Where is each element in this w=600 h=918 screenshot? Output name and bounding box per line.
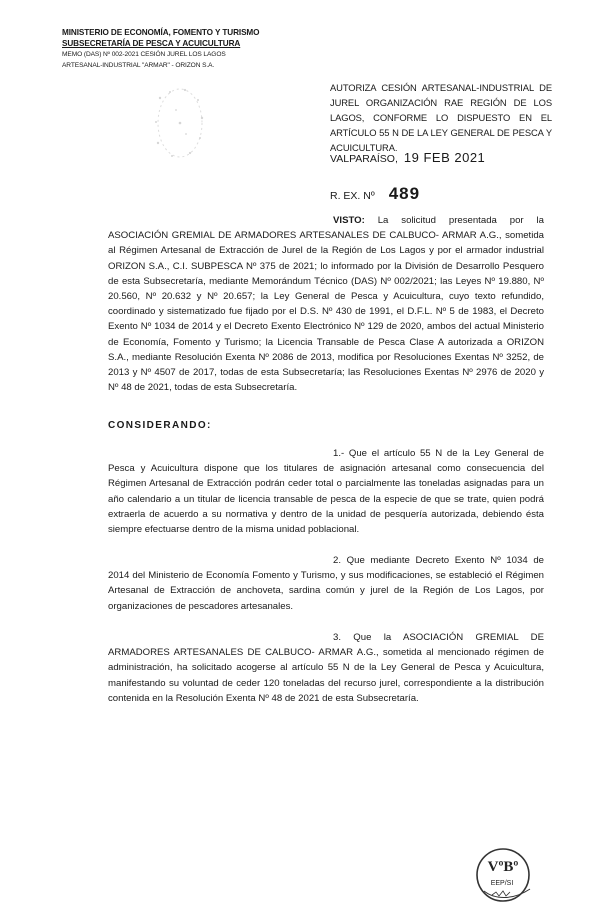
considerando-heading: CONSIDERANDO: xyxy=(108,420,212,431)
vobo-initials: EEP/SI xyxy=(490,880,514,887)
visto-lead: VISTO: xyxy=(333,215,365,226)
resolution-number-line xyxy=(330,184,420,204)
considerando-item-1: 1.- Que el artículo 55 N de la Ley General de Pesca y Acuicultura dispone que los titulares de asignación artesanal como consecuencia del Régimen Artesanal de Extracción podrán ceder total o parcialmente las toneladas asignadas para un año calendario a un titular de licencia transable de pesca de la especie de que se trate, quien podrá extraerla de acuerdo a su normativa y dentro de la unidad de pesquería autorizada, debiendo ésta siempre efectuarse dentro de la misma unidad poblacional. xyxy=(108,448,544,536)
faded-seal-stamp xyxy=(140,78,220,168)
resolution-subject: AUTORIZA CESIÓN ARTESANAL-INDUSTRIAL DE JUREL ORGANIZACIÓN RAE REGIÓN DE LOS LAGOS, CONFORME LO DISPUESTO EN EL ARTÍCULO 55 N DE LA LEY GENERAL DE PESCA Y ACUICULTURA. xyxy=(330,82,552,153)
ministry-name: MINISTERIO DE ECONOMÍA, FOMENTO Y TURISMO xyxy=(62,28,260,37)
place-name: VALPARAÍSO, xyxy=(330,153,398,165)
resolution-label: R. EX. Nº xyxy=(330,190,375,202)
letterhead xyxy=(62,27,259,71)
place-date-line xyxy=(330,150,485,165)
resolution-number: 489 xyxy=(388,184,421,203)
considerando-item-3: 3. Que la ASOCIACIÓN GREMIAL DE ARMADORES ARTESANALES DE CALBUCO- ARMAR A.G., sometida al mencionado régimen de administración, ha solicitado acogerse al artículo 55 N de la Ley General de Pesca y Acuicultura, manifestando su voluntad de ceder 120 toneladas del recurso jurel, correspondiente a la distribución contenida en la Resolución Exenta Nº 48 de 2021 de esta Subsecretaría. xyxy=(108,632,544,704)
visto-paragraph xyxy=(108,213,544,395)
vobo-text: VºBº xyxy=(487,859,519,875)
considerando-item-2: 2. Que mediante Decreto Exento Nº 1034 de 2014 del Ministerio de Economía Fomento y Turismo, y sus modificaciones, se estableció el Régimen Artesanal de Extracción de anchoveta, sardina común y jurel de la Región de Los Lagos, por organizaciones de pescadores artesanales. xyxy=(108,555,544,612)
memo-parties: ARTESANAL-INDUSTRIAL "ARMAR" - ORIZON S.A. xyxy=(62,62,215,69)
subsecretary-name: SUBSECRETARÍA DE PESCA Y ACUICULTURA xyxy=(62,39,241,48)
vobo-approval-stamp xyxy=(472,845,536,905)
visto-text: La solicitud presentada por la ASOCIACIÓN GREMIAL DE ARMADORES ARTESANALES DE CALBUCO- ARMAR A.G., sometida al Régimen Artesanal de Extracción de Jurel de la Región de Los Lagos y por el armador industrial ORIZON S.A., C.I. SUBPESCA Nº 375 de 2021; lo informado por la División de Desarrollo Pesquero de esta Subsecretaría, mediante Memorándum Técnico (DAS) Nº 002/2021; las Leyes Nº 19.880, Nº 20.560, Nº 20.632 y Nº 20.657; la Ley General de Pesca y Acuicultura, cuyo texto refundido, coordinado y sistematizado fue fijado por el D.S. Nº 430 de 1991, el D.F.L. Nº 5 de 1983, el Decreto Exento Nº 1034 de 2014 y el Decreto Exento Electrónico Nº 129 de 2020, ambos del actual Ministerio de Economía, Fomento y Turismo; la Licencia Transable de Pesca Clase A autorizada a ORIZON S.A., mediante Resolución Exenta Nº 2086 de 2013, modifica por Resoluciones Exentas Nº 3252, de 2013 y Nº 4507 de 2017, todas de esta Subsecretaría; las Resoluciones Exentas Nº 2976 de 2020 y Nº 48 de 2021, todas de esta Subsecretaría. xyxy=(108,215,544,394)
resolution-date: 19 FEB 2021 xyxy=(403,150,486,165)
memo-reference: MEMO (DAS) Nº 002-2021 CESIÓN JUREL LOS LAGOS xyxy=(62,51,226,58)
